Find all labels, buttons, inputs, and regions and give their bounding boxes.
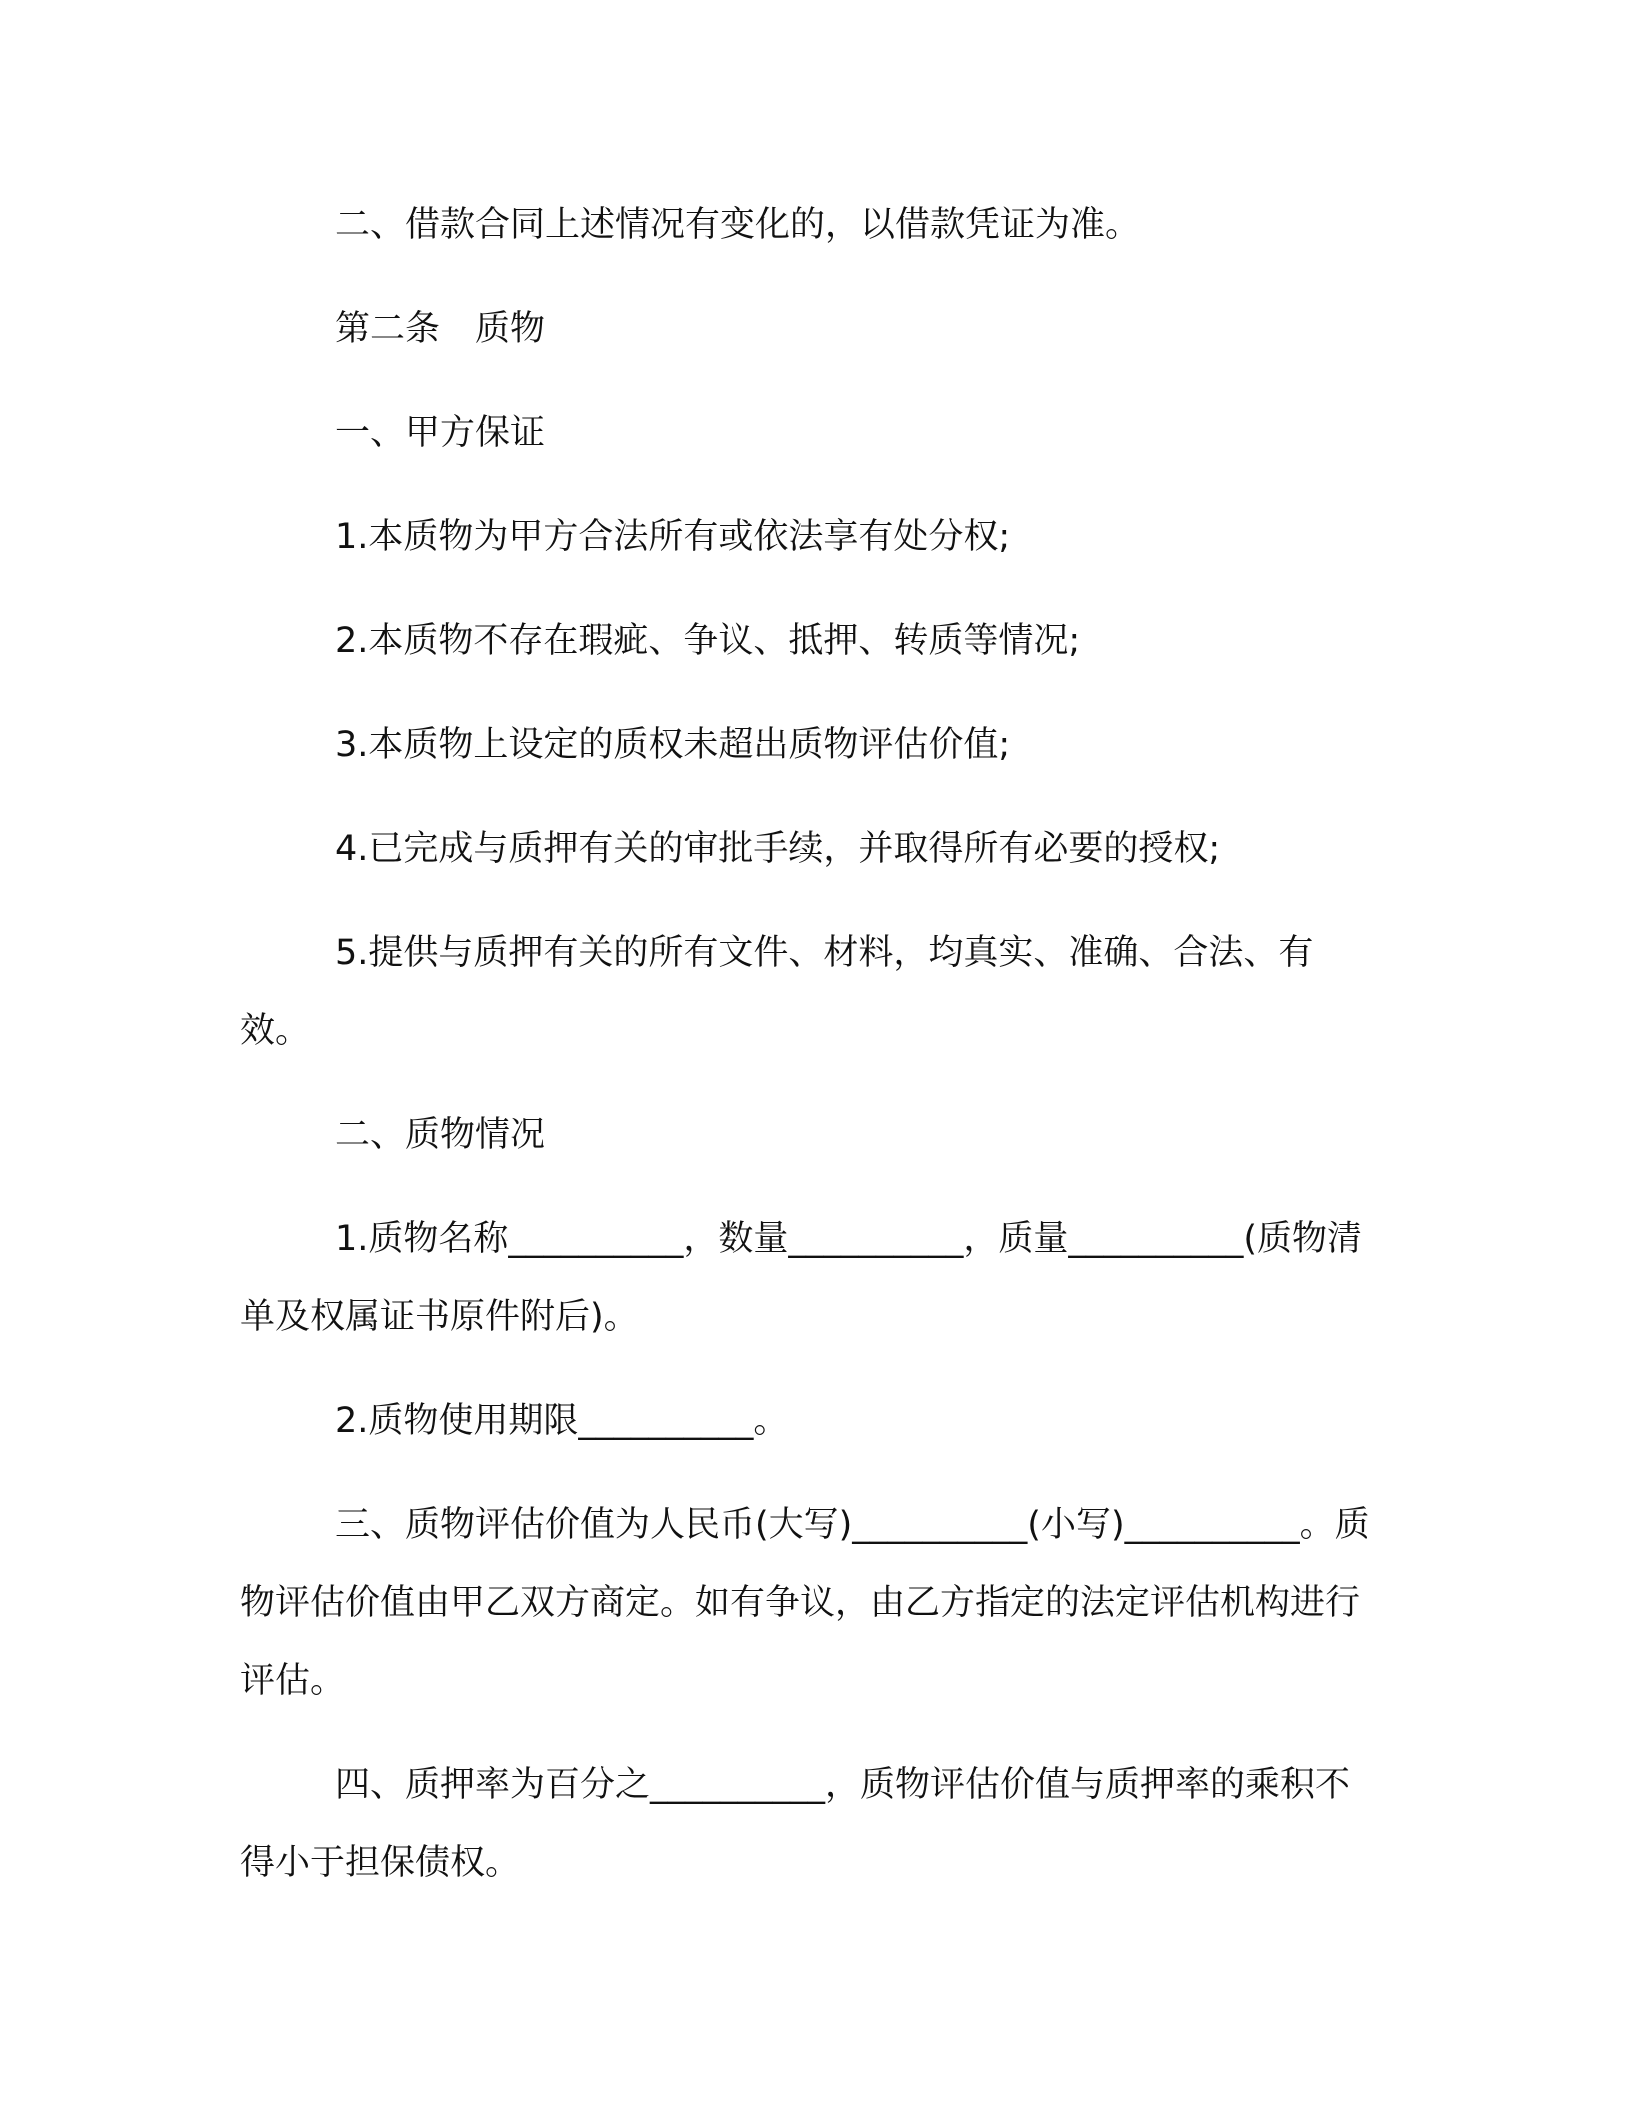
section-valuation-clause: 三、质物评估价值为人民币(大写)__________(小写)__________。质物评估价值由甲乙双方商定。如有争议，由乙方指定的法定评估机构进行评估。 (240, 1505, 1370, 1701)
pledge-detail-item-2: 2.质物使用期限__________。 (335, 1401, 789, 1441)
section-pledge-details-heading: 二、质物情况 (335, 1115, 546, 1155)
document-body (240, 186, 1370, 1928)
pledge-detail-item-1: 1.质物名称__________，数量__________，质量__________(质物清单及权属证书原件附后)。 (240, 1219, 1363, 1337)
section-party-a-guarantee-heading: 一、甲方保证 (335, 413, 546, 453)
guarantee-item-4: 4.已完成与质押有关的审批手续，并取得所有必要的授权; (335, 829, 1221, 869)
guarantee-item-3: 3.本质物上设定的质权未超出质物评估价值; (335, 725, 1011, 765)
guarantee-item-2: 2.本质物不存在瑕疵、争议、抵押、转质等情况; (335, 621, 1081, 661)
section-pledge-rate-clause: 四、质押率为百分之__________，质物评估价值与质押率的乘积不得小于担保债权。 (240, 1765, 1351, 1883)
article-2-heading: 第二条 质物 (335, 309, 546, 349)
guarantee-item-5: 5.提供与质押有关的所有文件、材料，均真实、准确、合法、有效。 (240, 933, 1314, 1051)
guarantee-item-1: 1.本质物为甲方合法所有或依法享有处分权; (335, 517, 1011, 557)
paragraph-loan-voucher-clause: 二、借款合同上述情况有变化的，以借款凭证为准。 (335, 205, 1141, 245)
